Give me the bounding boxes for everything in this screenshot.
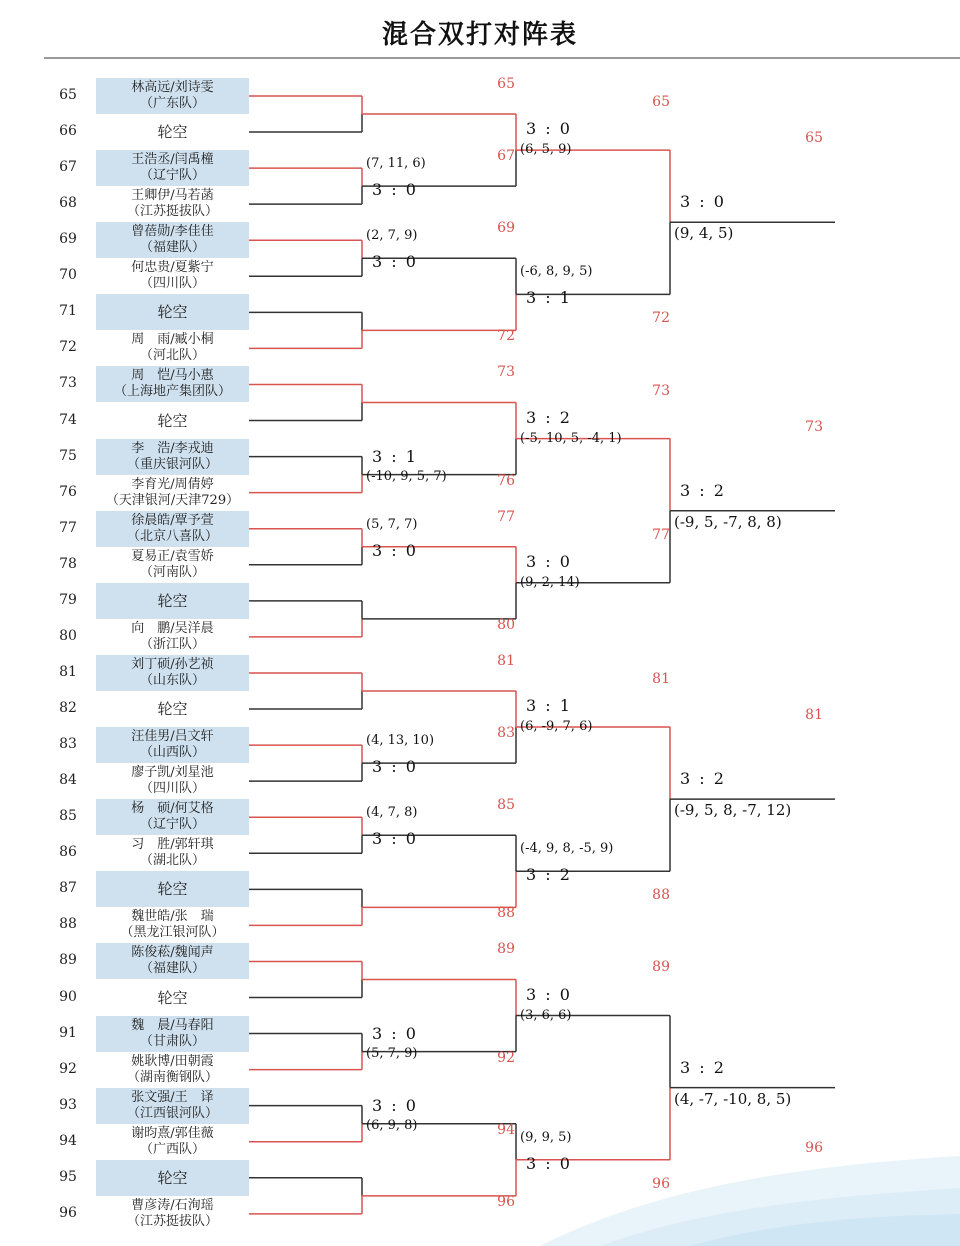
match-score: 3 : 0: [372, 1023, 418, 1043]
entry-team: （福建队）: [139, 240, 205, 256]
winner-seed-label: 88: [497, 905, 515, 922]
match-games: (5, 7, 9): [366, 1045, 418, 1061]
entry-team: （四川队）: [139, 781, 205, 797]
winner-seed-label: 89: [652, 959, 670, 976]
entry-box: [96, 943, 249, 979]
entry-players: 姚耿博/田朝霞: [131, 1053, 214, 1069]
entry-team: （湖北队）: [139, 853, 205, 869]
entry-team: （上海地产集团队）: [113, 384, 231, 400]
winner-seed-label: 73: [805, 418, 823, 435]
entry-players: 向 鹏/吴洋晨: [131, 620, 214, 636]
seed-number: 69: [59, 231, 77, 248]
entry-players: 魏世皓/张 瑞: [131, 909, 214, 925]
seed-number: 87: [59, 880, 77, 897]
match-score: 3 : 1: [526, 696, 572, 716]
seed-number: 70: [59, 267, 77, 284]
entry-box: [96, 366, 249, 402]
entry-players: 何忠贵/夏紫宁: [131, 260, 214, 276]
winner-seed-label: 76: [497, 472, 515, 489]
winner-seed-label: 81: [805, 707, 823, 724]
entry-box: [96, 835, 249, 871]
match-score: 3 : 0: [372, 757, 418, 777]
match-games: (-9, 5, -7, 8, 8): [674, 512, 782, 531]
entry-players: 徐晨皓/覃予萱: [131, 512, 214, 528]
match-games: (9, 2, 14): [520, 574, 580, 590]
match-score: 3 : 2: [680, 480, 726, 500]
winner-seed-label: 77: [652, 526, 670, 543]
seed-number: 79: [59, 591, 77, 608]
match-games: (9, 9, 5): [520, 1129, 572, 1145]
winner-seed-label: 83: [497, 725, 515, 742]
seed-number: 93: [59, 1096, 77, 1113]
entry-box: [96, 1196, 249, 1232]
entry-players: 曾蓓勋/李佳佳: [131, 224, 214, 240]
entry-players: 轮空: [157, 988, 188, 1007]
match-score: 3 : 0: [526, 1153, 572, 1173]
entry-box: [96, 583, 249, 619]
entry-box: [96, 1052, 249, 1088]
seed-number: 67: [59, 159, 77, 176]
entry-box: [96, 330, 249, 366]
entry-box: [96, 691, 249, 727]
entry-box: [96, 980, 249, 1016]
match-games: (-4, 9, 8, -5, 9): [520, 841, 614, 857]
entry-box: [96, 150, 249, 186]
match-games: (9, 4, 5): [674, 224, 734, 243]
entry-players: 轮空: [157, 591, 188, 610]
match-games: (7, 11, 6): [366, 156, 426, 172]
match-score: 3 : 1: [372, 446, 418, 466]
seed-number: 68: [59, 195, 77, 212]
match-games: (-6, 8, 9, 5): [520, 264, 593, 280]
entry-team: （四川队）: [139, 276, 205, 292]
entry-players: 李 浩/李戎迪: [131, 440, 214, 456]
entry-box: [96, 799, 249, 835]
seed-number: 83: [59, 736, 77, 753]
entry-team: （江西银河队）: [126, 1105, 218, 1121]
match-games: (6, -9, 7, 6): [520, 719, 593, 735]
entry-team: （重庆银河队）: [126, 456, 218, 472]
entry-team: （甘肃队）: [139, 1033, 205, 1049]
winner-seed-label: 65: [652, 94, 670, 111]
winner-seed-label: 81: [652, 670, 670, 687]
winner-seed-label: 96: [497, 1193, 515, 1210]
entry-box: [96, 1088, 249, 1124]
match-score: 3 : 0: [372, 829, 418, 849]
match-games: (4, 13, 10): [366, 733, 435, 749]
match-games: (3, 6, 6): [520, 1007, 572, 1023]
entry-players: 轮空: [157, 700, 188, 719]
entry-players: 谢昀熹/郭佳薇: [131, 1125, 214, 1141]
winner-seed-label: 96: [652, 1175, 670, 1192]
entry-players: 周 恺/马小惠: [131, 368, 214, 384]
entry-team: （江苏挺拔队）: [126, 204, 218, 220]
entry-players: 杨 硕/何艾格: [131, 801, 214, 817]
winner-seed-label: 81: [497, 652, 515, 669]
entry-team: （辽宁队）: [139, 168, 205, 184]
entry-players: 轮空: [157, 1168, 188, 1187]
match-score: 3 : 0: [372, 252, 418, 272]
entry-players: 张文强/王 译: [131, 1089, 214, 1105]
winner-seed-label: 92: [497, 1049, 515, 1066]
match-games: (6, 5, 9): [520, 142, 572, 158]
entry-box: [96, 114, 249, 150]
entry-team: （北京八喜队）: [126, 528, 218, 544]
seed-number: 66: [59, 123, 77, 140]
winner-seed-label: 65: [497, 76, 515, 92]
entry-players: 李育光/周倩婷: [131, 476, 214, 492]
seed-number: 81: [59, 663, 77, 680]
seed-number: 71: [59, 303, 77, 320]
winner-seed-label: 77: [497, 508, 515, 525]
seed-number: 72: [59, 339, 77, 356]
match-games: (4, -7, -10, 8, 5): [674, 1089, 792, 1108]
entry-box: [96, 403, 249, 439]
seed-number: 78: [59, 555, 77, 572]
match-score: 3 : 0: [526, 551, 572, 571]
seed-number: 77: [59, 519, 77, 536]
entry-box: [96, 511, 249, 547]
entry-team: （山东队）: [139, 672, 205, 688]
seed-number: 92: [59, 1060, 77, 1077]
match-score: 3 : 0: [372, 180, 418, 200]
seed-number: 80: [59, 627, 77, 644]
entry-box: [96, 619, 249, 655]
seed-number: 94: [59, 1132, 77, 1149]
seed-number: 82: [59, 700, 77, 717]
winner-seed-label: 72: [652, 310, 670, 327]
winner-seed-label: 69: [497, 220, 515, 237]
winner-seed-label: 89: [497, 941, 515, 958]
entry-players: 魏 晨/马春阳: [131, 1017, 214, 1033]
match-score: 3 : 0: [526, 984, 572, 1004]
entry-box: [96, 1124, 249, 1160]
seed-number: 75: [59, 447, 77, 464]
winner-seed-label: 72: [497, 328, 515, 345]
entry-team: （湖南衡钢队）: [126, 1069, 218, 1085]
seed-number: 88: [59, 916, 77, 933]
entry-box: [96, 186, 249, 222]
entry-box: [96, 871, 249, 907]
entry-players: 轮空: [157, 123, 188, 142]
entry-box: [96, 78, 249, 114]
entry-players: 陈俊菘/魏闻声: [131, 945, 214, 961]
entry-team: （江苏挺拔队）: [126, 1213, 218, 1229]
entry-players: 周 雨/臧小桐: [131, 332, 214, 348]
entry-players: 刘丁硕/孙艺祯: [131, 656, 214, 672]
match-games: (-10, 9, 5, 7): [366, 468, 447, 484]
entry-team: （河南队）: [139, 564, 205, 580]
entry-team: （广西队）: [139, 1141, 205, 1157]
entry-box: [96, 763, 249, 799]
match-games: (5, 7, 7): [366, 516, 418, 532]
entry-players: 王浩丞/闫禹橦: [131, 152, 214, 168]
winner-seed-label: 67: [497, 148, 515, 165]
entry-team: （山西队）: [139, 745, 205, 761]
match-score: 3 : 0: [680, 192, 726, 212]
winner-seed-label: 85: [497, 797, 515, 814]
match-score: 3 : 2: [680, 1057, 726, 1077]
seed-number: 89: [59, 952, 77, 969]
winner-seed-label: 65: [805, 130, 823, 147]
match-score: 3 : 1: [526, 288, 572, 308]
winner-seed-label: 73: [652, 382, 670, 399]
winner-seed-label: 96: [805, 1139, 823, 1156]
entry-players: 王卿伊/马若菡: [131, 188, 214, 204]
entry-players: 习 胜/郭轩琪: [131, 837, 214, 853]
winner-seed-label: 80: [497, 616, 515, 633]
entry-players: 曹彦涛/石洵瑶: [131, 1197, 214, 1213]
entry-box: [96, 258, 249, 294]
seed-number: 73: [59, 375, 77, 392]
match-games: (4, 7, 8): [366, 805, 418, 821]
page-title: 混合双打对阵表: [381, 20, 578, 50]
entry-players: 轮空: [157, 411, 188, 430]
seed-number: 84: [59, 772, 77, 789]
winner-seed-label: 88: [652, 887, 670, 904]
seed-number: 86: [59, 844, 77, 861]
seed-number: 74: [59, 411, 77, 428]
entry-team: （浙江队）: [139, 636, 205, 652]
entry-team: （辽宁队）: [139, 817, 205, 833]
entry-team: （河北队）: [139, 348, 205, 364]
entry-players: 汪佳男/吕文轩: [131, 729, 214, 745]
entry-box: [96, 547, 249, 583]
entry-team: （天津银河/天津729）: [105, 492, 240, 508]
match-games: (6, 9, 8): [366, 1117, 418, 1133]
seed-number: 96: [59, 1204, 77, 1221]
entry-box: [96, 1160, 249, 1196]
entry-box: [96, 727, 249, 763]
entry-box: [96, 294, 249, 330]
match-score: 3 : 2: [680, 769, 726, 789]
entry-box: [96, 222, 249, 258]
entry-team: （福建队）: [139, 961, 205, 977]
entry-team: （黑龙江银河队）: [120, 925, 225, 941]
entry-team: （广东队）: [139, 96, 205, 111]
seed-number: 91: [59, 1024, 77, 1041]
match-score: 3 : 0: [526, 119, 572, 139]
winner-seed-label: 73: [497, 364, 515, 381]
entry-box: [96, 655, 249, 691]
match-score: 3 : 0: [372, 540, 418, 560]
seed-number: 90: [59, 988, 77, 1005]
entry-players: 夏易正/袁雪娇: [131, 548, 214, 564]
seed-number: 76: [59, 483, 77, 500]
entry-box: [96, 439, 249, 475]
entry-box: [96, 1016, 249, 1052]
winner-seed-label: 94: [497, 1121, 515, 1138]
entry-box: [96, 907, 249, 943]
match-score: 3 : 2: [526, 407, 572, 427]
seed-number: 85: [59, 808, 77, 825]
seed-number: 95: [59, 1168, 77, 1185]
match-games: (-5, 10, 5, -4, 1): [520, 430, 622, 446]
entry-players: 林高远/刘诗雯: [131, 80, 214, 95]
entry-box: [96, 475, 249, 511]
match-score: 3 : 0: [372, 1095, 418, 1115]
entry-players: 轮空: [157, 880, 188, 899]
seed-number: 65: [59, 87, 77, 103]
match-games: (-9, 5, 8, -7, 12): [674, 801, 792, 820]
match-games: (2, 7, 9): [366, 228, 418, 244]
entry-players: 轮空: [157, 303, 188, 322]
match-score: 3 : 2: [526, 865, 572, 885]
entry-players: 廖子凯/刘星池: [131, 765, 214, 781]
